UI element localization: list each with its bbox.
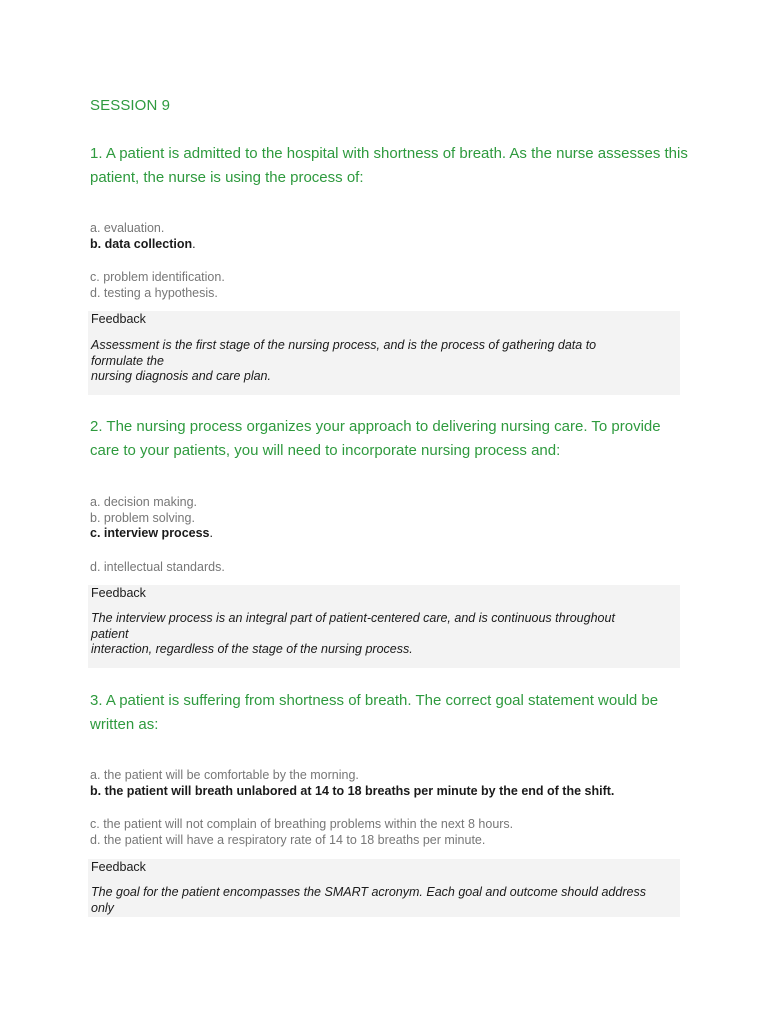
question-3-text: 3. A patient is suffering from shortness of breath. The correct goal statement would be written as: <box>90 692 659 733</box>
session-title: SESSION 9 <box>90 97 171 114</box>
feedback-1-line-1: Assessment is the first stage of the nursing process, and is the process of gathering data to <box>91 338 597 352</box>
feedback-text-2 <box>91 611 676 658</box>
option-3a: a. the patient will be comfortable by the morning. <box>90 768 359 782</box>
question-1-options <box>90 221 690 301</box>
feedback-3-line-2: only <box>91 900 114 915</box>
feedback-label-2: Feedback <box>91 586 146 600</box>
feedback-text-1 <box>91 338 676 385</box>
option-1a: a. evaluation. <box>90 221 165 235</box>
feedback-label-3: Feedback <box>91 860 146 874</box>
question-2-text: 2. The nursing process organizes your approach to delivering nursing care. To provide care to your patients, you will need to incorporate nursing process and: <box>90 418 661 459</box>
feedback-box-2 <box>88 585 680 668</box>
option-1c: c. problem identification. <box>90 270 225 284</box>
question-2-options <box>90 495 690 575</box>
option-1b-label: b. data collection <box>90 236 193 251</box>
option-1d: d. testing a hypothesis. <box>90 285 218 300</box>
feedback-2-line-2: patient <box>91 626 129 641</box>
feedback-box-3 <box>88 859 680 917</box>
question-1-text: 1. A patient is admitted to the hospital with shortness of breath. As the nurse assesses this patient, the nurse is using the process of: <box>90 145 688 186</box>
option-2d: d. intellectual standards. <box>90 559 225 574</box>
option-3b-correct: b. the patient will breath unlabored at 14 to 18 breaths per minute by the end of the shift. <box>90 783 615 798</box>
feedback-2-line-1: The interview process is an integral part of patient-centered care, and is continuous throughout <box>91 611 615 625</box>
feedback-1-line-2: formulate the <box>91 353 164 368</box>
feedback-1-line-3: nursing diagnosis and care plan. <box>91 369 271 383</box>
feedback-box-1 <box>88 311 680 395</box>
option-1b-suffix: . <box>192 236 196 251</box>
feedback-label-1: Feedback <box>91 312 146 326</box>
option-2c-correct <box>90 526 690 542</box>
feedback-text-3 <box>91 885 676 916</box>
option-2c-label: c. interview process <box>90 526 210 540</box>
option-3d: d. the patient will have a respiratory rate of 14 to 18 breaths per minute. <box>90 832 486 847</box>
option-2a: a. decision making. <box>90 495 198 509</box>
question-3-options <box>90 768 690 848</box>
feedback-3-line-1: The goal for the patient encompasses the SMART acronym. Each goal and outcome should address <box>91 885 646 899</box>
option-2b: b. problem solving. <box>90 510 195 525</box>
option-1b-correct <box>90 237 690 253</box>
option-3c: c. the patient will not complain of breathing problems within the next 8 hours. <box>90 817 514 831</box>
feedback-2-line-3: interaction, regardless of the stage of the nursing process. <box>91 642 413 656</box>
option-2c-suffix: . <box>209 526 213 540</box>
